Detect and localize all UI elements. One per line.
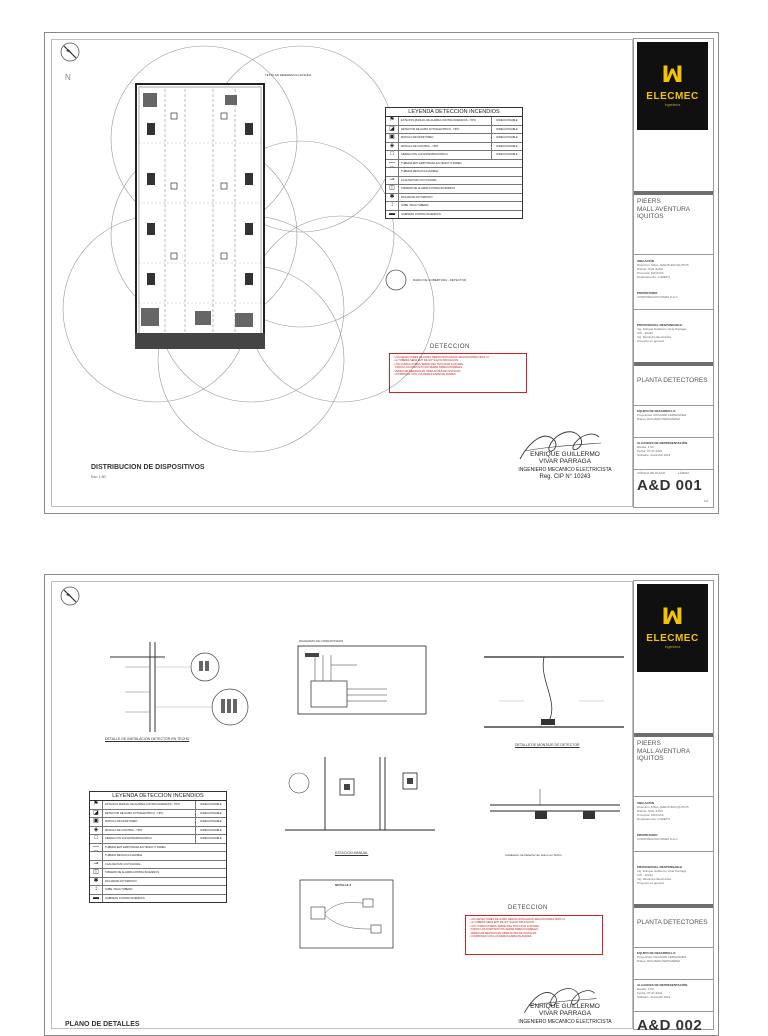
note-line: - LOS DETECTORES DE HUMO SERAN INSTALADOS SEGUN NORMA NFPA 72. (393, 356, 490, 359)
legend-text: SUBE / BAJA TUBERIA (401, 204, 429, 208)
legend-text: TABLERO DE ALARMA CONTRA INCENDIOS (105, 871, 159, 875)
logo-text: ELECMEC (646, 91, 699, 102)
legend-text: CAJA DE PASO OCTOGONAL (401, 178, 437, 182)
legend-row (386, 151, 522, 160)
note-heading: DETECCION (508, 905, 548, 911)
scope-line: Escala: 1:50 (637, 445, 654, 449)
logo-sub: Ingeniería (664, 645, 681, 649)
detail-2-box (299, 879, 394, 949)
legend-icon: ◪ (90, 810, 103, 818)
responsible-heading: PROFESIONAL RESPONSABLE (637, 865, 683, 869)
location-line: Dirección: MALL AVENTURA IQUITOS (637, 805, 689, 809)
legend-icon: ⚑ (386, 117, 399, 125)
location-line: Departamento: LORETO (637, 275, 670, 279)
detail-f-caption: Instalación de Detector de Humo en Techo (505, 853, 562, 857)
legend-icon: ◈ (386, 143, 399, 151)
legend-icon: ↕ (90, 886, 103, 894)
separator (634, 254, 713, 255)
location-line: Provincia: MAYNAS (637, 813, 664, 817)
legend-row (386, 160, 522, 169)
legend-icon: ⊸ (386, 177, 399, 185)
sheet-label: LÁMINA (678, 471, 690, 475)
legend-icon: ⊸ (90, 861, 103, 869)
location-heading: UBICACIÓN (637, 259, 654, 263)
note-line: - COORDINAR CON LAS DEMAS ESPECIALIDADES. (393, 373, 457, 377)
location-line: Distrito: SAN JUAN (637, 809, 663, 813)
legend-text: TUBERIA EMT EMPOTRADA EN TECHO O PARED (105, 845, 166, 849)
team-line: Proyectista: RICHARD FERNANDEZ (637, 413, 687, 417)
detail-detector-mount (479, 641, 629, 741)
separator (634, 362, 713, 366)
legend-row (90, 827, 226, 836)
detail-manual-station (285, 755, 435, 835)
legend-icon: ◫ (386, 185, 399, 193)
north-label: N (65, 73, 71, 82)
separator (634, 904, 713, 908)
coverage-symbol-label: RADIO DE COBERTURA - DETECTOR (413, 278, 467, 282)
owner-block (637, 833, 679, 841)
location-line: Departamento: LORETO (637, 817, 670, 821)
legend-row (386, 126, 522, 135)
responsible-block (637, 323, 686, 343)
detail-b-title: DIAGRAMA DE CONEXIONADO (299, 639, 344, 643)
signature-name-line1: ENRIQUE GUILLERMO (530, 1003, 600, 1010)
legend-icon: ◈ (90, 827, 103, 835)
signature-title: INGENIERO MECANICO ELECTRICISTA (518, 467, 612, 473)
legend-row (386, 194, 522, 203)
legend-code: DIRECCIONABLE (491, 151, 522, 159)
legend-text: TABLERO DE ALARMA CONTRA INCENDIOS (401, 187, 455, 191)
responsible-line: Ing. Mecánico Electricista (637, 877, 672, 881)
legend-text: GABINETE CONTRA INCENDIOS (105, 896, 145, 900)
separator (634, 469, 713, 470)
note-box (389, 353, 527, 393)
legend-row (386, 134, 522, 143)
owner-value: CORPORACION RAMA S.A.C. (637, 295, 679, 299)
legend-code: DIRECCIONABLE (491, 143, 522, 151)
project-line: PIEERS (637, 740, 661, 747)
legend-row (386, 185, 522, 194)
note-line: - LA TUBERIA SERA EMT DE 3/4" SALVO INDICACION. (469, 921, 535, 925)
legend-table (89, 791, 227, 903)
location-heading: UBICACIÓN (637, 801, 654, 805)
scope-line: Fecha: 07-07-2022 (637, 449, 663, 453)
drawing-scale: Esc: 1:50 (91, 475, 106, 479)
logo-icon: ꟽ (661, 63, 684, 88)
responsible-line: CIP - 10243 (637, 873, 653, 877)
note-box (465, 915, 603, 955)
legend-icon: ◫ (90, 869, 103, 877)
legend-text: ESTACION MANUAL DE ALARMA CONTRA INCENDIOS - TIPO (401, 119, 476, 123)
team-line: Proyectista: RICHARD FERNANDEZ (637, 955, 687, 959)
project-line: PIEERS (637, 198, 661, 205)
signature-title: INGENIERO MECANICO ELECTRICISTA (518, 1019, 612, 1025)
responsible-line: Ing. Enrique Guillermo Vivar Parraga (637, 869, 686, 873)
sheet-title: PLANTA DETECTORES (637, 377, 708, 384)
floor-plan (135, 83, 265, 349)
team-heading: EQUIPO DE DESARROLLO (637, 951, 676, 955)
separator (634, 733, 713, 737)
legend-row (90, 844, 226, 853)
owner-value: CORPORACION RAMA S.A.C. (637, 837, 679, 841)
scope-line: Escala: 1:50 (637, 987, 654, 991)
owner-heading: PROPIETARIO (637, 291, 658, 295)
separator (634, 437, 713, 438)
company-logo (637, 42, 708, 130)
legend-text: CAJA DE PASO OCTOGONAL (105, 862, 141, 866)
legend-text: DETECTOR DE HUMO FOTOELECTRICO - TIPO (105, 811, 164, 815)
sheet-number: A&D 002 (637, 1017, 703, 1034)
legend-row (386, 117, 522, 126)
detail-e-title: DETALLE 2 (335, 883, 352, 887)
legend-icon: □ (386, 151, 399, 159)
legend-text: ESTACION MANUAL DE ALARMA CONTRA INCENDIOS - TIPO (105, 803, 180, 807)
coverage-symbol-icon (385, 269, 407, 291)
detail-wiring-diagram (297, 645, 427, 715)
legend-row (90, 818, 226, 827)
note-line: - LA TUBERIA SERA EMT DE 3/4" SALVO INDICACION. (393, 359, 459, 363)
legend-row (90, 861, 226, 870)
legend-icon: ↕ (386, 202, 399, 210)
scope-block (637, 983, 687, 999)
detail-a-caption: DETALLE DE INSTALACIÓN DETECTOR EN TECHO (105, 737, 190, 741)
legend-icon: ▣ (386, 134, 399, 142)
sheet-title: PLANTA DETECTORES (637, 919, 708, 926)
owner-heading: PROPIETARIO (637, 833, 658, 837)
responsible-line: Proyecto en general (637, 339, 664, 343)
legend-text: TUBERIA METALICA FLEXIBLE (105, 854, 143, 858)
legend-text: MODULO DE CONTROL - TIPO (401, 144, 439, 148)
legend-row (386, 211, 522, 219)
legend-icon: ▬ (386, 211, 399, 219)
responsible-line: Ing. Enrique Guillermo Vivar Parraga (637, 327, 686, 331)
scope-line: Fecha: 07-07-2022 (637, 991, 663, 995)
project-line: MALL AVENTURA (637, 205, 691, 213)
scope-line: Software: AutoCAD 2019 (637, 995, 671, 999)
legend-title: LEYENDA DETECCION INCENDIOS (90, 792, 226, 801)
legend-code: DIRECCIONABLE (195, 827, 226, 835)
signature-name (515, 451, 615, 465)
sheet-2 (44, 574, 719, 1036)
project-name (637, 740, 690, 763)
legend-code: DIRECCIONABLE (195, 810, 226, 818)
separator (634, 191, 713, 195)
logo-icon: ꟽ (661, 605, 684, 630)
title-block (633, 580, 714, 1034)
separator (634, 796, 713, 797)
scope-line: Software: AutoCAD 2019 (637, 453, 671, 457)
legend-text: GABINETE CONTRA INCENDIOS (401, 212, 441, 216)
detail-c-caption: DETALLE DE MONTAJE DE DETECTOR (515, 743, 580, 747)
location-line: Dirección: MALL AVENTURA IQUITOS (637, 263, 689, 267)
note-line: - TODOS LOS DISPOSITIVOS SERAN DIRECCIONABLES. (393, 366, 463, 370)
legend-icon: — (386, 160, 399, 168)
legend-row (90, 835, 226, 844)
note-line: - VERIFICAR MEDIDAS EN OBRA ANTES DE INSTALAR. (393, 369, 461, 373)
legend-row (386, 177, 522, 186)
responsible-heading: PROFESIONAL RESPONSABLE (637, 323, 683, 327)
legend-icon: ⌒ (90, 852, 103, 860)
sheet-of: 1/2 (704, 499, 709, 503)
signature-name-line2: VIVAR PARRAGA (538, 458, 592, 465)
north-arrow-icon (59, 585, 81, 607)
legend-row (90, 852, 226, 861)
legend-text: MODULO DE MONITOREO (105, 820, 138, 824)
location-block (637, 801, 689, 821)
project-line: IQUITOS (637, 755, 664, 762)
note-line: - LOS DETECTORES DE HUMO SERAN INSTALADOS SEGUN NORMA NFPA 72. (469, 918, 566, 921)
responsible-line: Ing. Mecánico Electricista (637, 335, 672, 339)
legend-text: SUBE / BAJA TUBERIA (105, 888, 133, 892)
legend-icon: — (90, 844, 103, 852)
legend-icon: ⌒ (386, 168, 399, 176)
legend-code: DIRECCIONABLE (491, 134, 522, 142)
legend-text: TUBERIA EMT EMPOTRADA EN TECHO O PARED (401, 161, 462, 165)
note-line: - COORDINAR CON LAS DEMAS ESPECIALIDADES. (469, 935, 533, 939)
legend-icon: □ (90, 835, 103, 843)
project-name (637, 198, 690, 221)
separator (634, 405, 713, 406)
note-line: - LOS CONDUCTORES SERAN DEL TIPO FPLR 2x18 AWG. (393, 362, 464, 366)
sheet-number: A&D 001 (637, 477, 703, 494)
note-heading: DETECCION (430, 344, 470, 350)
sheet-1 (44, 32, 719, 514)
separator (634, 851, 713, 852)
legend-row (90, 869, 226, 878)
legend-text: ROCIADOR AUTOMATICO (105, 879, 137, 883)
separator (634, 1011, 713, 1012)
signature-name-line1: ENRIQUE GUILLERMO (530, 451, 600, 458)
logo-sub: Ingeniería (664, 103, 681, 107)
plan-callout: TEXTO DE REFERENCIA LEYENDA (265, 73, 312, 77)
note-lines (390, 354, 526, 378)
separator (634, 309, 713, 310)
responsible-line: CIP - 10243 (637, 331, 653, 335)
logo-text: ELECMEC (646, 633, 699, 644)
legend-row (386, 143, 522, 152)
legend-table (385, 107, 523, 219)
company-logo (637, 584, 708, 672)
legend-row (386, 168, 522, 177)
legend-title: LEYENDA DETECCION INCENDIOS (386, 108, 522, 117)
legend-text: ROCIADOR AUTOMATICO (401, 195, 433, 199)
legend-code: DIRECCIONABLE (195, 818, 226, 826)
title-block (633, 38, 714, 508)
signature-name (515, 1003, 615, 1017)
legend-text: SIRENA CON LUZ ESTROBOSCOPICA (401, 153, 448, 157)
legend-row (90, 895, 226, 903)
legend-row (90, 810, 226, 819)
legend-icon: ▣ (90, 818, 103, 826)
project-line: IQUITOS (637, 213, 664, 220)
legend-row (90, 886, 226, 895)
team-heading: EQUIPO DE DESARROLLO (637, 409, 676, 413)
legend-row (386, 202, 522, 211)
team-block (637, 951, 686, 963)
legend-text: MODULO DE CONTROL - TIPO (105, 828, 143, 832)
legend-icon: ✱ (386, 194, 399, 202)
owner-block (637, 291, 679, 299)
location-block (637, 259, 689, 279)
responsible-line: Proyecto en general (637, 881, 664, 885)
legend-icon: ⚑ (90, 801, 103, 809)
note-line: - LOS CONDUCTORES SERAN DEL TIPO FPLR 2x18 AWG. (469, 924, 540, 928)
drawing-title: DISTRIBUCION DE DISPOSITIVOS (91, 464, 205, 471)
project-line: MALL AVENTURA (637, 747, 691, 755)
team-line: Dibujo: RICHARD FERNANDEZ (637, 959, 681, 963)
legend-code: DIRECCIONABLE (195, 835, 226, 843)
team-line: Dibujo: RICHARD FERNANDEZ (637, 417, 681, 421)
location-line: Distrito: SAN JUAN (637, 267, 663, 271)
detail-ceiling-detector (485, 785, 625, 840)
legend-icon: ◪ (386, 126, 399, 134)
scope-block (637, 441, 687, 457)
detail-ceiling-install (105, 637, 255, 737)
legend-text: SIRENA CON LUZ ESTROBOSCOPICA (105, 837, 152, 841)
legend-code: DIRECCIONABLE (491, 117, 522, 125)
signature-reg: Reg. CIP N° 10243 (539, 474, 591, 480)
team-block (637, 409, 686, 421)
separator (634, 947, 713, 948)
scope-heading: ALCANCES DE REPRESENTACIÓN (637, 441, 688, 445)
legend-text: DETECTOR DE HUMO FOTOELECTRICO - TIPO (401, 127, 460, 131)
legend-icon: ▬ (90, 895, 103, 903)
signature-name-line2: VIVAR PARRAGA (538, 1010, 592, 1017)
separator (634, 979, 713, 980)
legend-text: MODULO DE MONITOREO (401, 136, 434, 140)
legend-text: TUBERIA METALICA FLEXIBLE (401, 170, 439, 174)
responsible-block (637, 865, 686, 885)
detail-d-caption: ESTACIÓN MANUAL (335, 851, 369, 855)
note-lines (466, 916, 602, 940)
code-label: CÓDIGO DE PLANO (637, 471, 666, 475)
location-line: Provincia: MAYNAS (637, 271, 664, 275)
legend-row (90, 801, 226, 810)
legend-icon: ✱ (90, 878, 103, 886)
legend-code: DIRECCIONABLE (195, 801, 226, 809)
legend-code: DIRECCIONABLE (491, 126, 522, 134)
note-line: - TODOS LOS DISPOSITIVOS SERAN DIRECCIONABLES. (469, 928, 539, 932)
drawing-title: PLANO DE DETALLES (65, 1021, 140, 1028)
note-line: - VERIFICAR MEDIDAS EN OBRA ANTES DE INSTALAR. (469, 931, 537, 935)
legend-row (90, 878, 226, 887)
scope-heading: ALCANCES DE REPRESENTACIÓN (637, 983, 688, 987)
